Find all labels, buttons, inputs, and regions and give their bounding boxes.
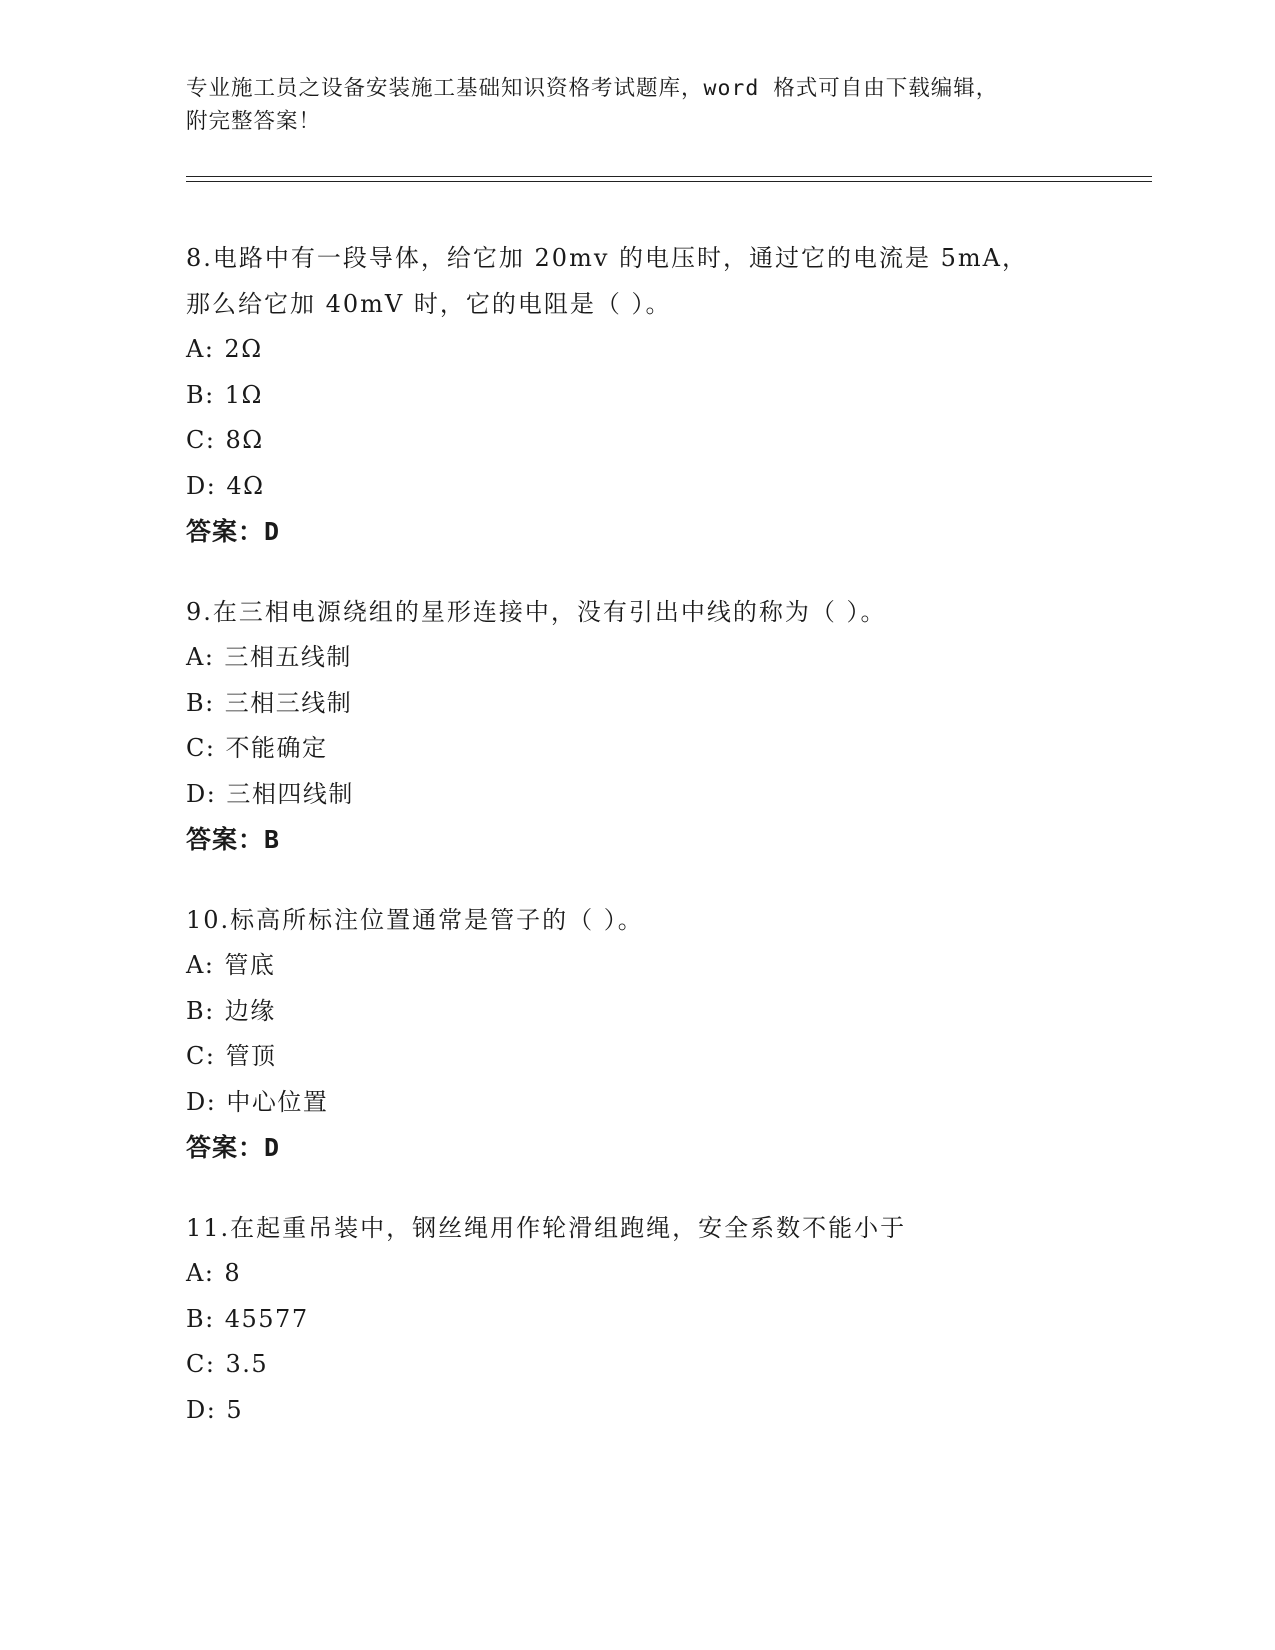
question-stem-line: 10.标高所标注位置通常是管子的（ ）。 (186, 906, 644, 934)
question-10 (186, 897, 1152, 1171)
option-b (186, 681, 1152, 727)
option-letter: A: (186, 335, 215, 363)
option-text: 45577 (224, 1304, 309, 1333)
option-text: 管顶 (225, 1042, 277, 1070)
header-divider-top (186, 176, 1152, 177)
option-a (186, 327, 1152, 373)
option-text: 8Ω (225, 426, 264, 454)
option-d (186, 464, 1152, 510)
option-c (186, 726, 1152, 772)
option-d (186, 772, 1152, 818)
option-letter: D: (186, 471, 217, 500)
option-b (186, 989, 1152, 1035)
option-letter: A: (186, 951, 215, 979)
question-8 (186, 235, 1152, 555)
option-letter: C: (186, 1350, 216, 1378)
option-a (186, 943, 1152, 989)
header-divider-bottom (186, 181, 1152, 182)
header-line-1: 专业施工员之设备安装施工基础知识资格考试题库，word 格式可自由下载编辑， (186, 76, 999, 101)
option-c (186, 1034, 1152, 1080)
option-text: 1Ω (224, 380, 263, 409)
option-text: 三相四线制 (226, 779, 354, 808)
question-11 (186, 1205, 1152, 1433)
option-letter: D: (186, 1395, 217, 1424)
answer-line: 答案：D (186, 1133, 281, 1162)
answer-line: 答案：B (186, 825, 281, 854)
option-d (186, 1080, 1152, 1126)
option-letter: B: (186, 1304, 215, 1333)
answer-line: 答案：D (186, 517, 281, 546)
option-text: 边缘 (224, 996, 276, 1025)
option-text: 2Ω (224, 335, 263, 363)
option-text: 三相五线制 (224, 643, 352, 671)
question-list (186, 235, 1152, 1467)
option-letter: C: (186, 734, 216, 762)
option-letter: B: (186, 688, 215, 717)
option-text: 8 (224, 1259, 242, 1287)
option-letter: A: (186, 1259, 215, 1287)
option-a (186, 1251, 1152, 1297)
document-header (186, 72, 1086, 138)
option-c (186, 1342, 1152, 1388)
question-stem-line: 9.在三相电源绕组的星形连接中，没有引出中线的称为（ ）。 (186, 598, 887, 626)
header-line-2: 附完整答案！ (186, 109, 322, 134)
option-text: 不能确定 (225, 734, 328, 762)
question-stem-line: 11.在起重吊装中，钢丝绳用作轮滑组跑绳，安全系数不能小于 (186, 1214, 907, 1242)
option-letter: D: (186, 779, 217, 808)
option-text: 中心位置 (226, 1087, 329, 1116)
option-letter: D: (186, 1087, 217, 1116)
option-letter: B: (186, 380, 215, 409)
question-stem-line: 那么给它加 40mV 时，它的电阻是（ ）。 (186, 290, 672, 318)
document-page (186, 0, 1152, 1650)
option-letter: B: (186, 996, 215, 1025)
option-b (186, 373, 1152, 419)
option-b (186, 1297, 1152, 1343)
option-text: 管底 (224, 951, 276, 979)
option-text: 三相三线制 (224, 688, 353, 717)
option-letter: A: (186, 643, 215, 671)
question-9 (186, 589, 1152, 863)
option-text: 5 (226, 1395, 244, 1424)
question-stem-line: 8.电路中有一段导体，给它加 20mv 的电压时，通过它的电流是 5mA， (186, 244, 1028, 272)
option-d (186, 1388, 1152, 1434)
option-letter: C: (186, 426, 216, 454)
option-text: 4Ω (226, 471, 265, 500)
option-c (186, 418, 1152, 464)
option-a (186, 635, 1152, 681)
option-text: 3.5 (225, 1350, 269, 1378)
option-letter: C: (186, 1042, 216, 1070)
